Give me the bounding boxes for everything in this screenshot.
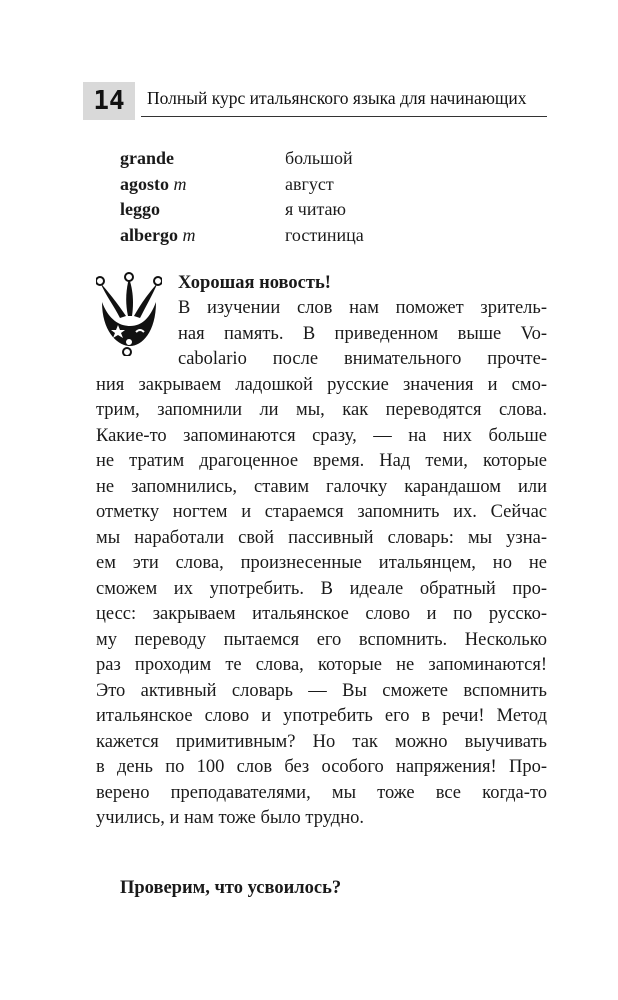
header-rule — [141, 116, 547, 117]
tip-line: му переводу пытаемся его вспомнить. Несколько — [96, 629, 547, 650]
tip-line: кажется примитивным? Но так можно выучивать — [96, 731, 547, 752]
page-number: 14 — [83, 82, 135, 120]
tip-line: отметку ногтем и стараемся запомнить их. Сейчас — [96, 502, 547, 522]
tip-line: раз проходим те слова, которые не запоминаются! — [96, 655, 547, 675]
tip-line: не запомнились, ставим галочку карандашом или — [96, 476, 547, 497]
vocab-italian: agosto m — [120, 173, 187, 194]
tip-line: трим, запомнили ли мы, как переводятся слова. — [96, 400, 547, 420]
section-heading: Проверим, что усвоилось? — [120, 878, 342, 898]
vocab-russian: гостиница — [285, 224, 364, 245]
tip-line: учились, и нам тоже было трудно. — [96, 808, 364, 828]
vocab-gender: m — [182, 224, 196, 245]
vocab-gender: m — [173, 173, 187, 194]
tip-line: итальянское слово и употребить его в речи! Метод — [96, 706, 547, 726]
tip-line: мы наработали свой пассивный словарь: мы узна- — [96, 527, 547, 548]
jester-icon — [96, 272, 162, 356]
tip-line: в день по 100 слов без особого напряжения! Про- — [96, 757, 547, 777]
tip-heading: Хорошая новость! — [178, 273, 331, 293]
tip-line: Какие-то запоминаются сразу, — на них больше — [96, 425, 547, 446]
vocab-russian: я читаю — [285, 199, 346, 219]
tip-line: не тратим драгоценное время. Над теми, которые — [96, 451, 547, 471]
tip-line: В изучении слов нам поможет зритель- — [178, 298, 547, 318]
tip-line: цесс: закрываем итальянское слово и по русско- — [96, 604, 547, 624]
vocabulary-list — [120, 146, 420, 248]
page-header — [83, 82, 547, 120]
vocab-row — [120, 172, 420, 198]
tip-line: Это активный словарь — Вы сможете вспомнить — [96, 680, 547, 701]
vocab-row — [120, 223, 420, 249]
vocab-russian: большой — [285, 148, 353, 168]
tip-line: верено преподавателями, мы тоже все когда-то — [96, 782, 547, 803]
vocab-italian: albergo m — [120, 224, 196, 245]
tip-line: сможем их употребить. В идеале обратный про- — [96, 578, 547, 599]
vocab-row — [120, 197, 420, 223]
vocab-russian: август — [285, 173, 334, 194]
tip-line: ная память. В приведенном выше Vo- — [178, 323, 547, 344]
running-title: Полный курс итальянского языка для начинающих — [147, 88, 527, 108]
tip-line: ем эти слова, произнесенные итальянцем, но не — [96, 553, 547, 573]
tip-line: ния закрываем ладошкой русские значения и смо- — [96, 374, 547, 395]
vocab-italian: leggo — [120, 199, 160, 219]
vocab-row — [120, 146, 420, 172]
vocab-italian: grande — [120, 148, 174, 168]
tip-line: cabolario после внимательного прочте- — [178, 349, 547, 369]
